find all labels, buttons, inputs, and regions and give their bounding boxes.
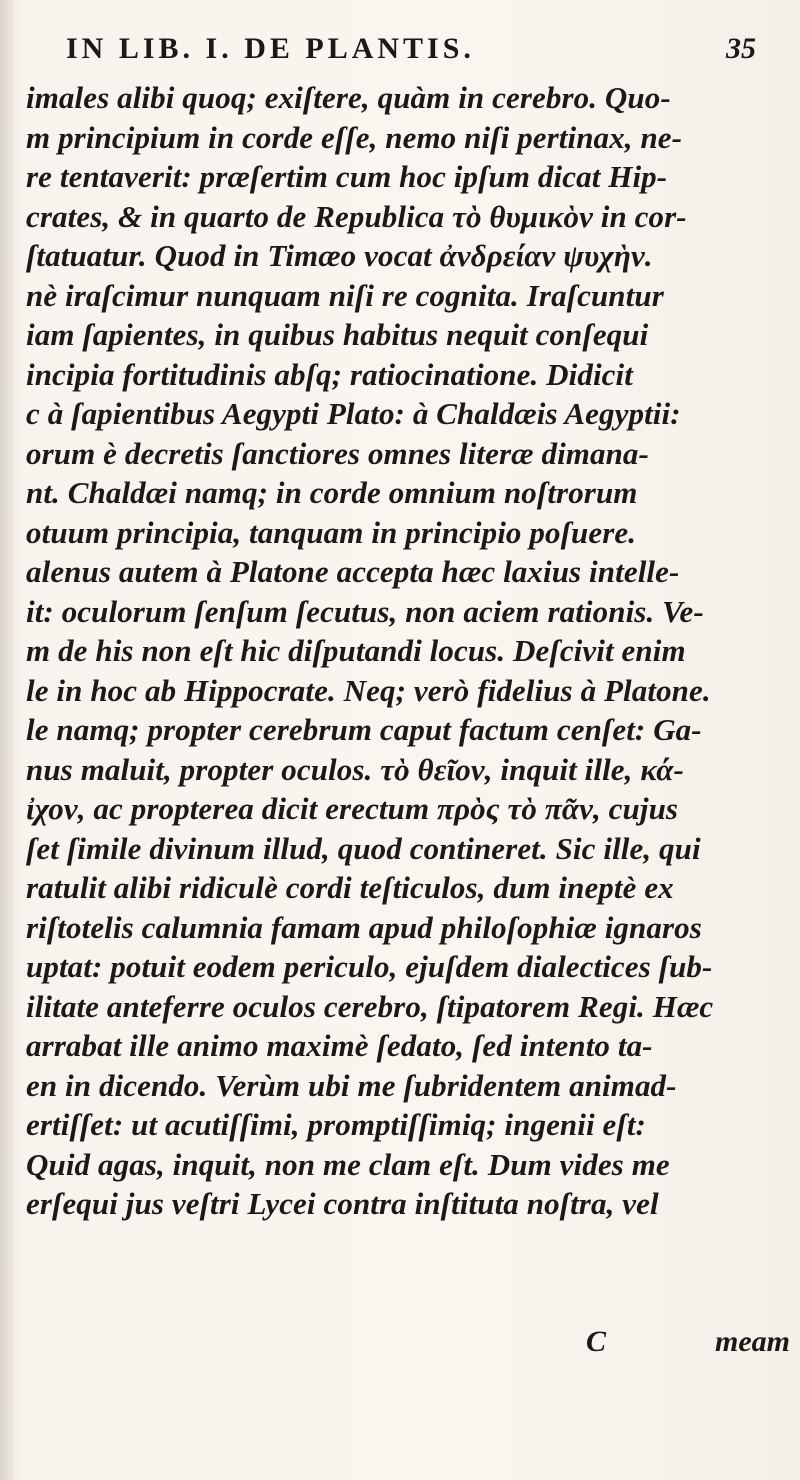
text-line: crates, & in quarto de Republica τὸ θυμικὸν in cor- (26, 198, 687, 234)
text-line: m de his non eſt hic diſputandi locus. Deſcivit enim (26, 633, 686, 668)
signature-mark: C (586, 1325, 607, 1358)
text-line: ἰχον, ac propterea dicit erectum πρὸς τὸ πᾶν, cujus (26, 791, 679, 826)
text-line: ertiſſet: ut acutiſſimi, promptiſſimiq; ingenii eſt: (26, 1107, 646, 1142)
text-line: c à ſapientibus Aegypti Plato: à Chaldæis Aegyptii: (26, 396, 681, 431)
text-line: it: oculorum ſenſum ſecutus, non aciem rationis. Ve- (26, 593, 704, 629)
text-line: alenus autem à Platone accepta hæc laxius intelle- (26, 554, 680, 589)
text-line: incipia fortitudinis abſq; ratiocinatione. Didicit (26, 356, 633, 392)
page-footer (26, 1325, 790, 1365)
text-line: m principium in corde eſſe, nemo niſi pertinax, ne- (26, 119, 683, 155)
text-line: erſequi jus veſtri Lycei contra inſtituta noſtra, vel (26, 1186, 659, 1221)
text-line: ilitate anteferre oculos cerebro, ſtipatorem Regi. Hæc (26, 988, 714, 1024)
running-head: IN LIB. I. DE PLANTIS. (66, 32, 475, 65)
text-line: ratulit alibi ridiculè cordi teſticulos, dum ineptè ex (26, 870, 674, 905)
text-line: nè iraſcimur nunquam niſi re cognita. Iraſcuntur (26, 277, 664, 313)
text-line: en in dicendo. Verùm ubi me ſubridentem animad- (26, 1067, 677, 1103)
text-line: ſtatuatur. Quod in Timæo vocat ἀνδρείαν ψυχὴν. (26, 238, 653, 273)
text-line: re tentaverit: præſertim cum hoc ipſum dicat Hip- (26, 159, 668, 194)
text-line: le in hoc ab Hippocrate. Neq; verò fidelius à Platone. (26, 672, 711, 708)
text-line: le namq; propter cerebrum caput factum cenſet: Ga- (26, 712, 702, 747)
page-header (66, 28, 756, 74)
text-line: otuum principia, tanquam in principio poſuere. (26, 514, 637, 550)
text-line: uptat: potuit eodem periculo, ejuſdem dialectices ſub- (26, 949, 713, 984)
text-line: imales alibi quoq; exiſtere, quàm in cerebro. Quo- (26, 80, 671, 115)
catchword: meam (715, 1325, 790, 1358)
text-line: arrabat ille animo maximè ſedato, ſed intento ta- (26, 1028, 653, 1063)
text-line: riſtotelis calumnia famam apud philoſophiæ ignaros (26, 909, 702, 945)
text-line: Quid agas, inquit, non me clam eſt. Dum vides me (26, 1146, 670, 1182)
text-line: orum è decretis ſanctiores omnes literæ dimana- (26, 435, 649, 471)
text-line: nus maluit, propter oculos. τὸ θεῖον, inquit ille, κά- (26, 751, 684, 787)
text-line: iam ſapientes, in quibus habitus nequit conſequi (26, 317, 649, 352)
page-number: 35 (726, 32, 756, 65)
page-gutter (0, 0, 14, 1480)
body-text (26, 78, 784, 1224)
text-line: nt. Chaldæi namq; in corde omnium noſtrorum (26, 475, 638, 510)
text-line: ſet ſimile divinum illud, quod contineret. Sic ille, qui (26, 830, 701, 866)
